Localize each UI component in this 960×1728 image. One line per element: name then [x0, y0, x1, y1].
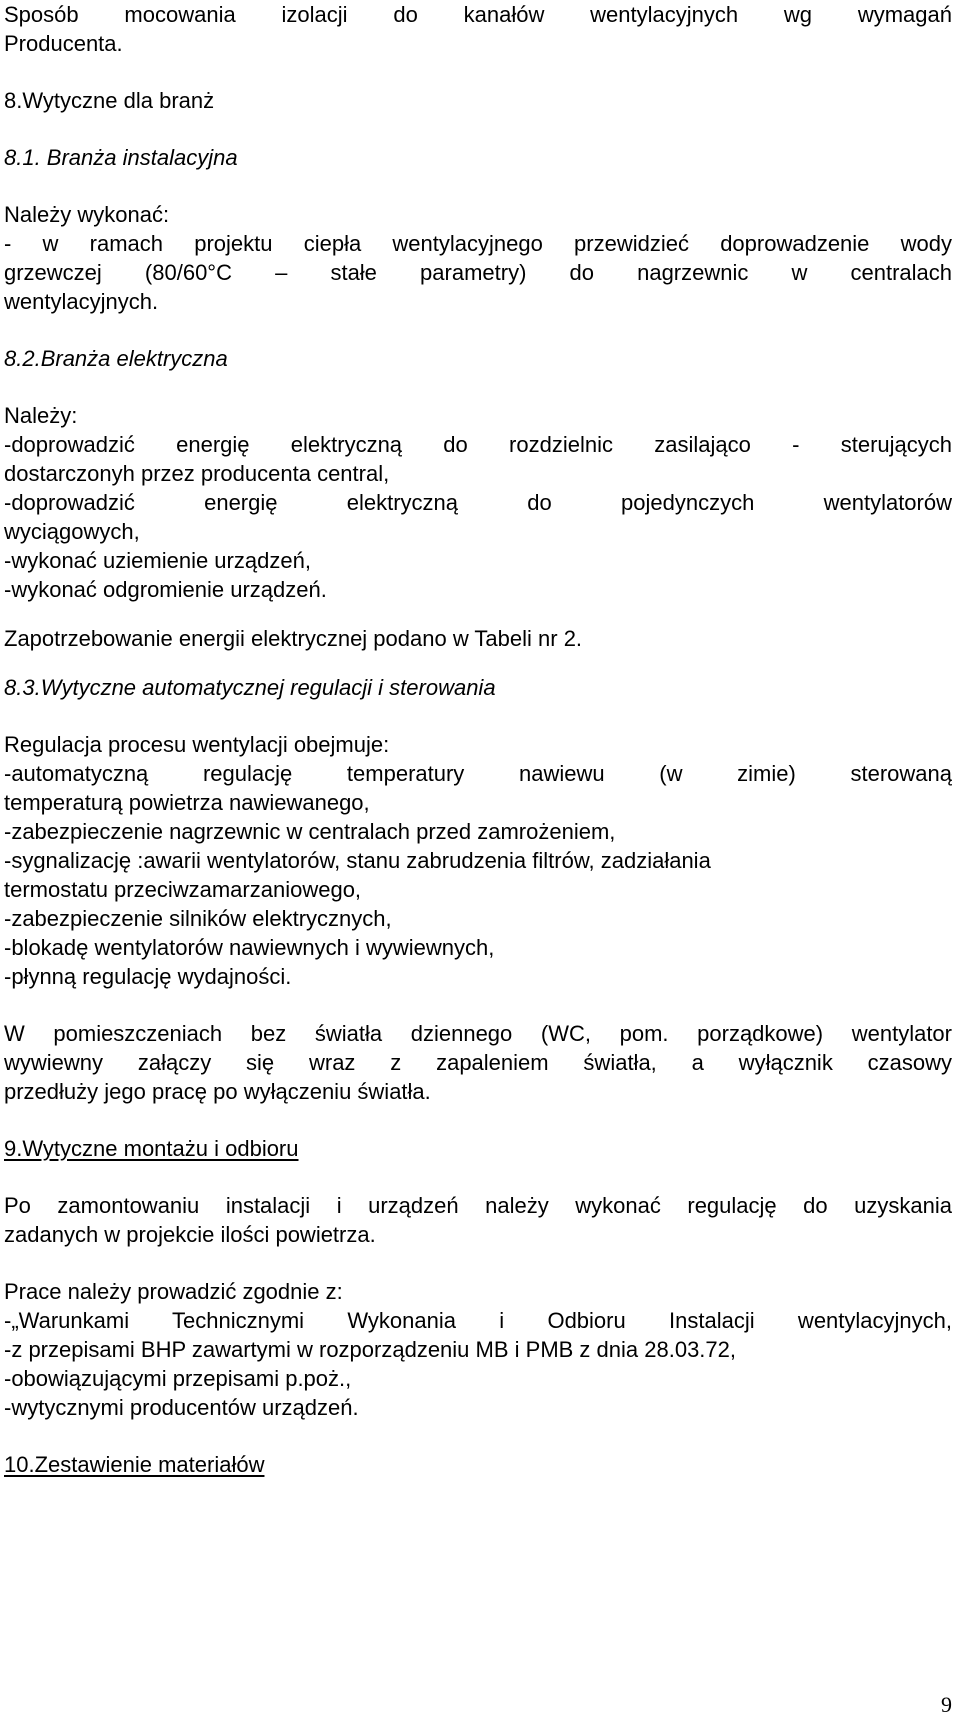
- section-8-3-lead: Regulacja procesu wentylacji obejmuje:: [4, 732, 390, 757]
- section-8-3-para-line: wywiewny załączy się wraz z zapaleniem światła, a wyłącznik czasowy: [4, 1050, 952, 1075]
- section-8-3-line: -sygnalizację :awarii wentylatorów, stanu zabrudzenia filtrów, zadziałania: [4, 848, 711, 873]
- document-page: [4, 0, 952, 1479]
- section-8-3-line: temperaturą powietrza nawiewanego,: [4, 790, 370, 815]
- intro-paragraph: [4, 0, 952, 58]
- section-9-para-line: zadanych w projekcie ilości powietrza.: [4, 1222, 376, 1247]
- section-8-2-lead: Należy:: [4, 403, 78, 428]
- section-8-2-line: -wykonać odgromienie urządzeń.: [4, 577, 327, 602]
- section-8-2-list: [4, 430, 952, 604]
- section-8-3-line: -zabezpieczenie silników elektrycznych,: [4, 906, 392, 931]
- section-8-3-line: -zabezpieczenie nagrzewnic w centralach przed zamrożeniem,: [4, 819, 616, 844]
- section-8-2-line: -doprowadzić energię elektryczną do pojedynczych wentylatorów: [4, 490, 952, 515]
- section-8-1-lead: Należy wykonać:: [4, 202, 170, 227]
- section-9-list: [4, 1306, 952, 1422]
- section-8-2-line: wyciągowych,: [4, 519, 140, 544]
- section-8-2-note: Zapotrzebowanie energii elektrycznej podano w Tabeli nr 2.: [4, 626, 583, 651]
- section-8-3-para-line: W pomieszczeniach bez światła dziennego (WC, pom. porządkowe) wentylator: [4, 1021, 952, 1046]
- section-8-2-heading: 8.2.Branża elektryczna: [4, 346, 228, 371]
- section-8-1-line: wentylacyjnych.: [4, 289, 159, 314]
- section-9-heading: [4, 1134, 952, 1163]
- section-10-heading-text: 10.Zestawienie materiałów: [4, 1452, 265, 1477]
- section-8-3-line: -blokadę wentylatorów nawiewnych i wywiewnych,: [4, 935, 495, 960]
- section-8-1-list: [4, 229, 952, 316]
- intro-line-1: Sposób mocowania izolacji do kanałów wentylacyjnych wg wymagań: [4, 2, 952, 27]
- section-10-heading: [4, 1450, 952, 1479]
- section-8-1-heading: 8.1. Branża instalacyjna: [4, 145, 238, 170]
- page-number: 9: [941, 1692, 952, 1717]
- section-9-para-line: Po zamontowaniu instalacji i urządzeń należy wykonać regulację do uzyskania: [4, 1193, 952, 1218]
- section-8-3-paragraph: [4, 1019, 952, 1106]
- section-9-heading-text: 9.Wytyczne montażu i odbioru: [4, 1136, 299, 1161]
- section-9-line: -„Warunkami Technicznymi Wykonania i Odbioru Instalacji wentylacyjnych,: [4, 1308, 952, 1333]
- section-9-line: -wytycznymi producentów urządzeń.: [4, 1395, 359, 1420]
- section-8-2-line: dostarczonyh przez producenta central,: [4, 461, 390, 486]
- section-8-1-line: grzewczej (80/60°C – stałe parametry) do nagrzewnic w centralach: [4, 260, 952, 285]
- section-9-line: -z przepisami BHP zawartymi w rozporządzeniu MB i PMB z dnia 28.03.72,: [4, 1337, 736, 1362]
- section-8-heading: 8.Wytyczne dla branż: [4, 88, 215, 113]
- intro-line-2: Producenta.: [4, 31, 123, 56]
- section-8-3-line: -płynną regulację wydajności.: [4, 964, 292, 989]
- section-9-lead: Prace należy prowadzić zgodnie z:: [4, 1279, 343, 1304]
- section-8-3-heading: 8.3.Wytyczne automatycznej regulacji i sterowania: [4, 675, 496, 700]
- section-8-3-line: -automatyczną regulację temperatury nawiewu (w zimie) sterowaną: [4, 761, 952, 786]
- section-8-1-line: - w ramach projektu ciepła wentylacyjnego przewidzieć doprowadzenie wody: [4, 231, 952, 256]
- section-8-3-list: [4, 759, 952, 991]
- section-9-line: -obowiązującymi przepisami p.poż.,: [4, 1366, 352, 1391]
- section-8-3-para-line: przedłuży jego pracę po wyłączeniu światła.: [4, 1079, 431, 1104]
- section-8-2-line: -wykonać uziemienie urządzeń,: [4, 548, 311, 573]
- section-8-3-line: termostatu przeciwzamarzaniowego,: [4, 877, 362, 902]
- section-9-paragraph: [4, 1191, 952, 1249]
- section-8-2-line: -doprowadzić energię elektryczną do rozdzielnic zasilająco - sterujących: [4, 432, 952, 457]
